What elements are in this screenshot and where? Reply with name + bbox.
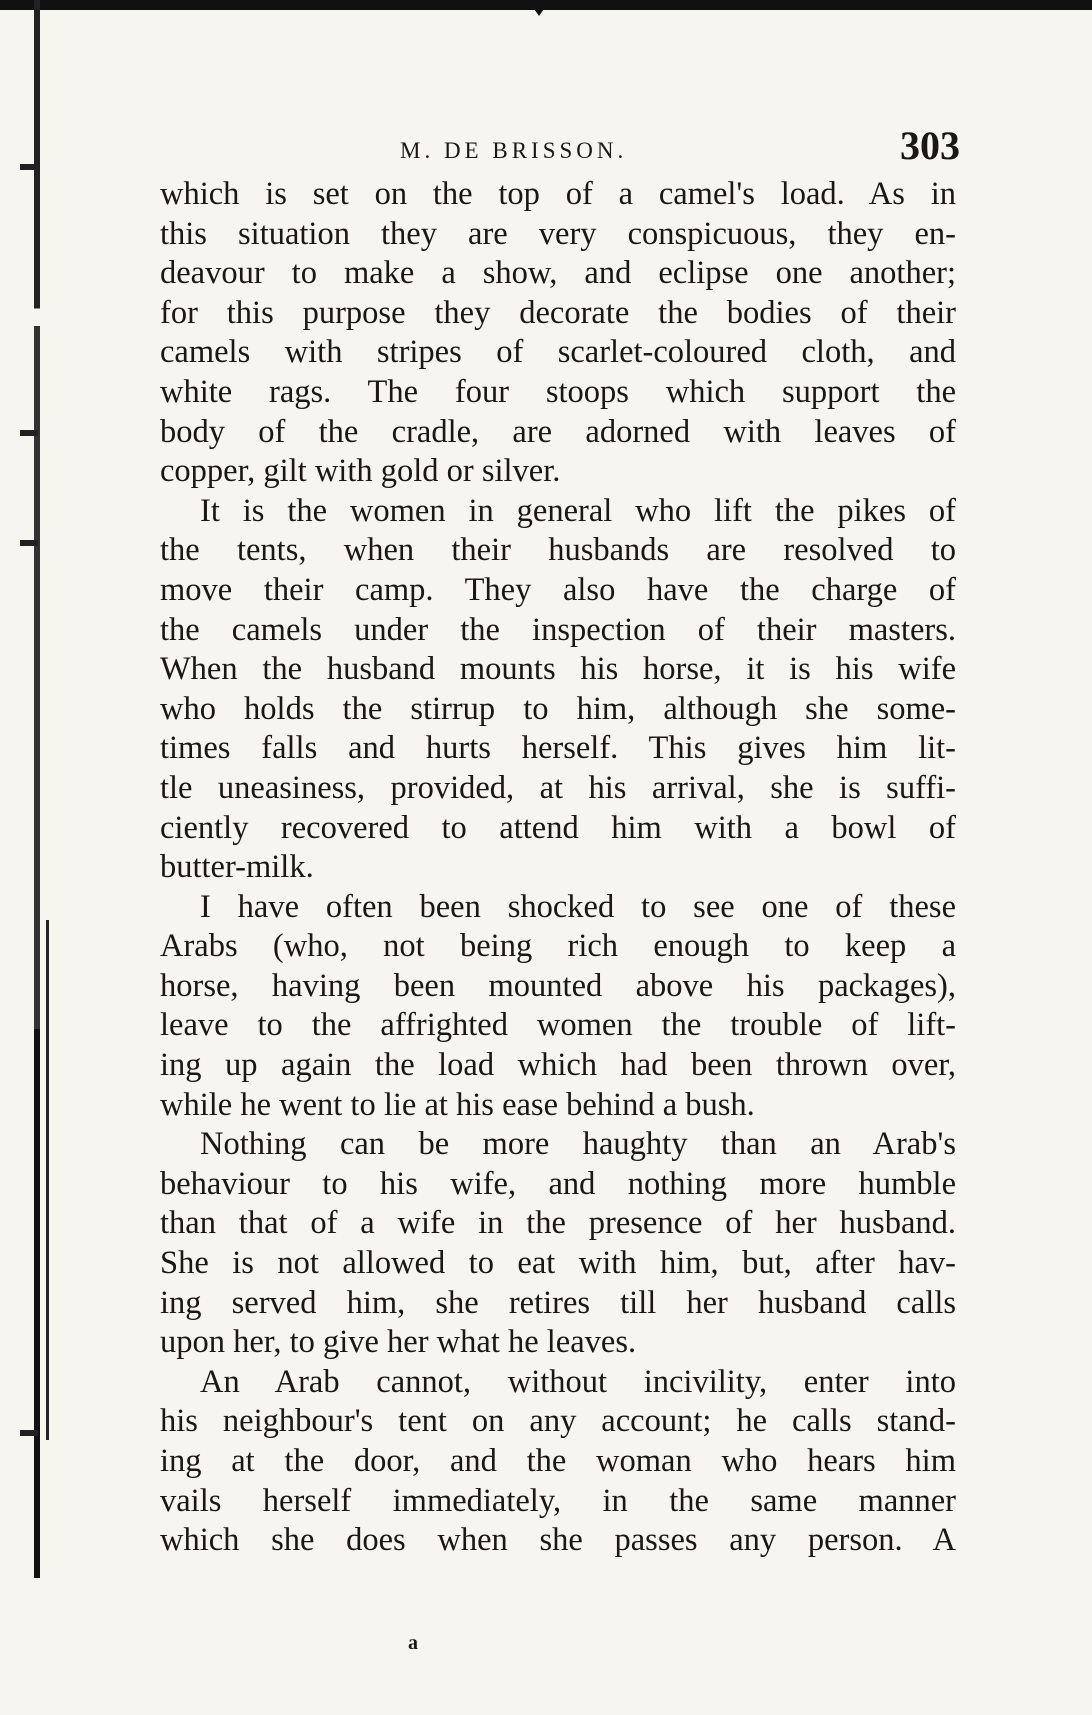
text-line: leave to the affrighted women the trouble of lift- [160,1007,956,1044]
scan-top-notch [532,6,546,16]
paragraph [160,1363,956,1561]
text-line: vails herself immediately, in the same manner [160,1482,956,1519]
text-line: Arabs (who, not being rich enough to keep a [160,928,956,965]
signature-mark: a [408,1632,418,1654]
text-line: for this purpose they decorate the bodies of their [160,294,956,331]
text-line: his neighbour's tent on any account; he calls stand- [160,1403,956,1440]
text-line: which is set on the top of a camel's load. As in [160,176,956,212]
text-line: ing served him, she retires till her husband calls [160,1284,956,1321]
text-line: Nothing can be more haughty than an Arab's [200,1126,956,1163]
scan-left-tick [20,540,38,546]
text-line: times falls and hurts herself. This gives him lit- [160,730,956,767]
text-line: I have often been shocked to see one of these [200,888,956,925]
scan-top-rule [0,0,1092,10]
text-line: When the husband mounts his horse, it is his wife [160,651,956,688]
text-line: this situation they are very conspicuous, they en- [160,215,956,252]
page-header [160,120,960,168]
text-line: She is not allowed to eat with him, but, after hav- [160,1245,956,1282]
text-line: behaviour to his wife, and nothing more humble [160,1165,956,1202]
body-text [160,175,956,1561]
text-line: the camels under the inspection of their masters. [160,611,956,648]
text-line: body of the cradle, are adorned with leaves of [160,413,956,450]
text-line: horse, having been mounted above his packages), [160,967,956,1004]
text-line: who holds the stirrup to him, although she some- [160,690,956,727]
running-head: M. DE BRISSON. [400,138,628,163]
text-line: An Arab cannot, without incivility, enter into [200,1363,956,1400]
text-line: which she does when she passes any person. A [160,1522,956,1559]
text-line: move their camp. They also have the charge of [160,571,956,608]
text-line: white rags. The four stoops which support the [160,373,956,410]
page-number: 303 [900,123,960,168]
scan-left-rule-inner [46,920,49,1440]
text-line: deavour to make a show, and eclipse one another; [160,255,956,292]
text-line: butter-milk. [160,849,314,886]
text-line: than that of a wife in the presence of her husband. [160,1205,956,1242]
paragraph [160,492,956,888]
scan-left-rule [34,0,40,1715]
paragraph [160,888,956,1126]
scan-left-tick [20,430,38,436]
text-line: the tents, when their husbands are resolved to [160,532,956,569]
text-line: ing at the door, and the woman who hears him [160,1443,956,1479]
paragraph [160,1125,956,1363]
scan-left-tick [20,164,38,170]
scan-left-tick [20,1430,38,1436]
paragraph [160,175,956,492]
text-line: while he went to lie at his ease behind a bush. [160,1086,755,1123]
text-line: tle uneasiness, provided, at his arrival, she is suffi- [160,769,956,806]
text-line: camels with stripes of scarlet-coloured cloth, and [160,334,956,371]
text-line: It is the women in general who lift the pikes of [200,492,956,529]
text-line: copper, gilt with gold or silver. [160,453,561,490]
text-line: ciently recovered to attend him with a bowl of [160,809,956,846]
text-line: ing up again the load which had been thrown over, [160,1047,956,1084]
text-line: upon her, to give her what he leaves. [160,1324,637,1361]
